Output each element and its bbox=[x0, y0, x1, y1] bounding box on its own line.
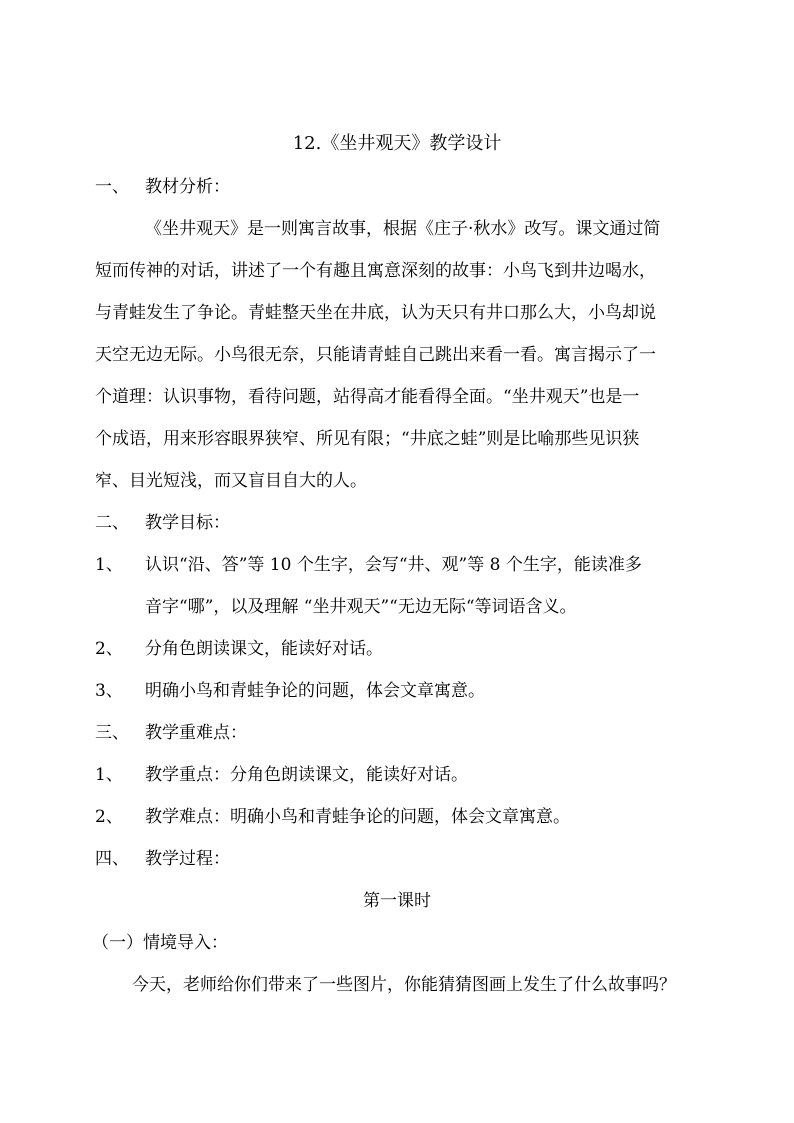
list-item-text: 教学难点：明确小鸟和青蛙争论的问题，体会文章寓意。 bbox=[145, 807, 570, 827]
list-item-text: 明确小鸟和青蛙争论的问题，体会文章寓意。 bbox=[145, 681, 485, 701]
section-1-number: 一、 bbox=[95, 177, 129, 197]
paragraph-line: 天空无边无际。小鸟很无奈，只能请青蛙自己跳出来看一看。寓言揭示了一 bbox=[95, 345, 656, 365]
section-3-heading: 教学重难点： bbox=[145, 723, 247, 743]
list-item-text: 分角色朗读课文，能读好对话。 bbox=[145, 639, 383, 659]
list-item-text-continued: 音字“哪”，以及理解 “坐井观天”“无边无际“等词语含义。 bbox=[145, 597, 577, 617]
paragraph-line: 个道理：认识事物，看待问题，站得高才能看得全面。“坐井观天”也是一 bbox=[95, 387, 640, 407]
section-2-heading: 教学目标： bbox=[145, 513, 230, 533]
section-4-heading: 教学过程： bbox=[145, 849, 230, 869]
subsection-heading: （一）情境导入： bbox=[92, 933, 228, 953]
paragraph-line: 窄、目光短浅，而又盲目自大的人。 bbox=[95, 471, 367, 491]
list-item-number: 1、 bbox=[95, 555, 123, 575]
paragraph-line: 《坐井观天》是一则寓言故事，根据《庄子·秋水》改写。课文通过简 bbox=[145, 219, 661, 239]
section-3-number: 三、 bbox=[95, 723, 129, 743]
list-item-number: 2、 bbox=[95, 807, 123, 827]
section-2-number: 二、 bbox=[95, 513, 129, 533]
list-item-number: 2、 bbox=[95, 639, 123, 659]
paragraph-line: 与青蛙发生了争论。青蛙整天坐在井底，认为天只有井口那么大，小鸟却说 bbox=[95, 303, 656, 323]
paragraph-line: 短而传神的对话，讲述了一个有趣且寓意深刻的故事：小鸟飞到井边喝水， bbox=[95, 261, 656, 281]
list-item-text: 教学重点：分角色朗读课文，能读好对话。 bbox=[145, 765, 468, 785]
lesson-title: 第一课时 bbox=[363, 891, 431, 911]
list-item-text: 认识“沿、答”等 10 个生字，会写“井、观”等 8 个生字，能读准多 bbox=[145, 555, 642, 575]
document-title: 12.《坐井观天》教学设计 bbox=[292, 133, 502, 154]
list-item-number: 1、 bbox=[95, 765, 123, 785]
section-1-heading: 教材分析： bbox=[145, 177, 230, 197]
paragraph-line: 个成语，用来形容眼界狭窄、所见有限；“井底之蛙”则是比喻那些见识狭 bbox=[95, 429, 640, 449]
paragraph-line: 今天，老师给你们带来了一些图片，你能猜猜图画上发生了什么故事吗？ bbox=[132, 975, 676, 995]
list-item-number: 3、 bbox=[95, 681, 123, 701]
section-4-number: 四、 bbox=[95, 849, 129, 869]
